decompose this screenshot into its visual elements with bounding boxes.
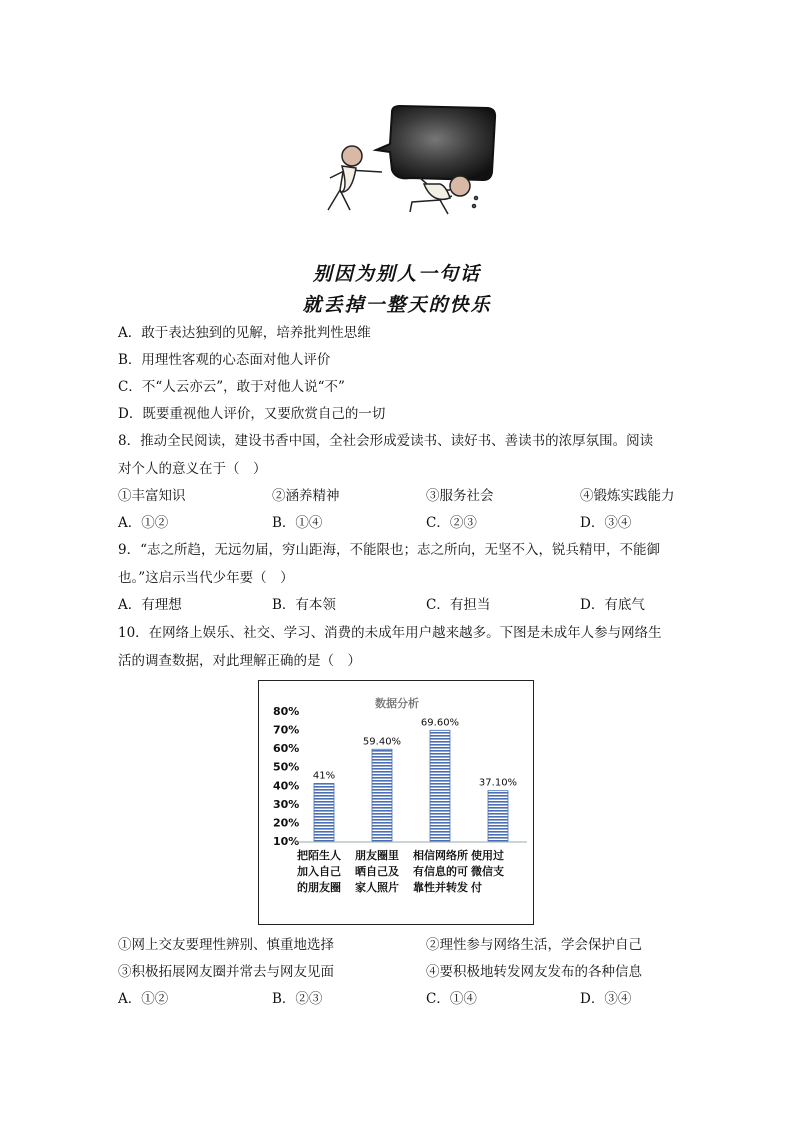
q8-statement-2: ②涵养精神 [272, 488, 340, 504]
bar-chart-svg [259, 681, 532, 923]
q10-option-a: A．①② [118, 991, 169, 1007]
q9-option-a: A．有理想 [118, 597, 182, 613]
bar [430, 730, 450, 841]
q10-statement-3: ③积极拓展网友圈并常去与网友见面 [118, 964, 334, 980]
q10-stem-line2: 活的调查数据，对此理解正确的是（ ） [118, 653, 361, 669]
q10-option-d: D．③④ [580, 991, 632, 1007]
illustration-caption-line2: 就丢掉一整天的快乐 [302, 294, 492, 316]
data-label: 69.60% [420, 717, 460, 729]
x-tick-label: 朋友圈里 [355, 849, 399, 862]
data-label: 59.40% [362, 736, 402, 748]
x-tick-label: 家人照片 [355, 881, 399, 894]
burdened-person-icon [410, 176, 478, 214]
survey-chart [258, 680, 534, 925]
q8-option-b: B．①④ [272, 515, 323, 531]
y-tick-label: 30% [273, 797, 300, 811]
q9-option-b: B．有本领 [272, 597, 336, 613]
pointing-person-icon [328, 146, 382, 210]
speech-bubble-icon [376, 106, 495, 180]
y-tick-label: 50% [273, 760, 300, 774]
q8-stem-line2: 对个人的意义在于（ ） [118, 461, 267, 477]
q10-option-b: B．②③ [272, 991, 323, 1007]
data-label: 41% [312, 770, 336, 782]
y-tick-label: 40% [273, 779, 300, 793]
q10-stem-line1: 10．在网络上娱乐、社交、学习、消费的未成年用户越来越多。下图是未成年人参与网络生 [118, 625, 662, 641]
y-tick-label: 10% [273, 835, 300, 848]
q8-option-d: D．③④ [580, 515, 632, 531]
q7-option-c: C．不“人云亦云”，敢于对他人说“不” [118, 379, 345, 395]
q9-stem-line2: 也。”这启示当代少年要（ ） [118, 570, 294, 586]
y-tick-label: 20% [273, 816, 300, 830]
x-tick-label: 使用过 [471, 849, 504, 862]
x-tick-label: 相信网络所 [413, 849, 468, 862]
x-tick-label: 把陌生人 [297, 849, 341, 862]
q8-statement-3: ③服务社会 [426, 488, 494, 504]
x-tick-label: 微信支 [471, 865, 504, 878]
x-tick-label: 晒自己及 [355, 865, 399, 878]
q8-stem-line1: 8．推动全民阅读，建设书香中国，全社会形成爱读书、读好书、善读书的浓厚氛围。阅读 [118, 433, 654, 449]
q8-option-c: C．②③ [426, 515, 477, 531]
q9-stem-line1: 9．“志之所趋，无远勿届，穷山距海，不能限也；志之所向，无坚不入，锐兵精甲，不能御 [118, 542, 660, 558]
x-tick-label: 有信息的可 [413, 865, 468, 878]
bar [314, 783, 334, 841]
q9-option-d: D．有底气 [580, 597, 645, 613]
bar [372, 749, 392, 841]
y-tick-label: 80% [273, 705, 300, 718]
y-tick-label: 60% [273, 742, 300, 756]
q7-option-a: A．敢于表达独到的见解，培养批判性思维 [118, 325, 371, 341]
chart-title: 数据分析 [375, 697, 419, 710]
q10-statement-1: ①网上交友要理性辨别、慎重地选择 [118, 937, 334, 953]
q8-statement-4: ④锻炼实践能力 [580, 488, 675, 504]
bar [488, 791, 508, 841]
q8-statement-1: ①丰富知识 [118, 488, 186, 504]
q7-option-d: D．既要重视他人评价，又要欣赏自己的一切 [118, 406, 386, 422]
q10-statement-4: ④要积极地转发网友发布的各种信息 [426, 964, 642, 980]
illustration [300, 100, 510, 225]
q10-statement-2: ②理性参与网络生活，学会保护自己 [426, 937, 642, 953]
data-label: 37.10% [478, 777, 518, 789]
q7-option-b: B．用理性客观的心态面对他人评价 [118, 352, 331, 368]
x-tick-label: 靠性并转发 [413, 881, 468, 894]
illustration-caption-line1: 别因为别人一句话 [312, 263, 481, 285]
y-tick-label: 70% [273, 723, 300, 737]
q9-option-c: C．有担当 [426, 597, 491, 613]
x-tick-label: 加入自己 [297, 865, 341, 878]
x-tick-label: 的朋友圈 [297, 881, 341, 894]
q8-option-a: A．①② [118, 515, 169, 531]
x-tick-label: 付 [471, 881, 482, 894]
q10-option-c: C．①④ [426, 991, 477, 1007]
